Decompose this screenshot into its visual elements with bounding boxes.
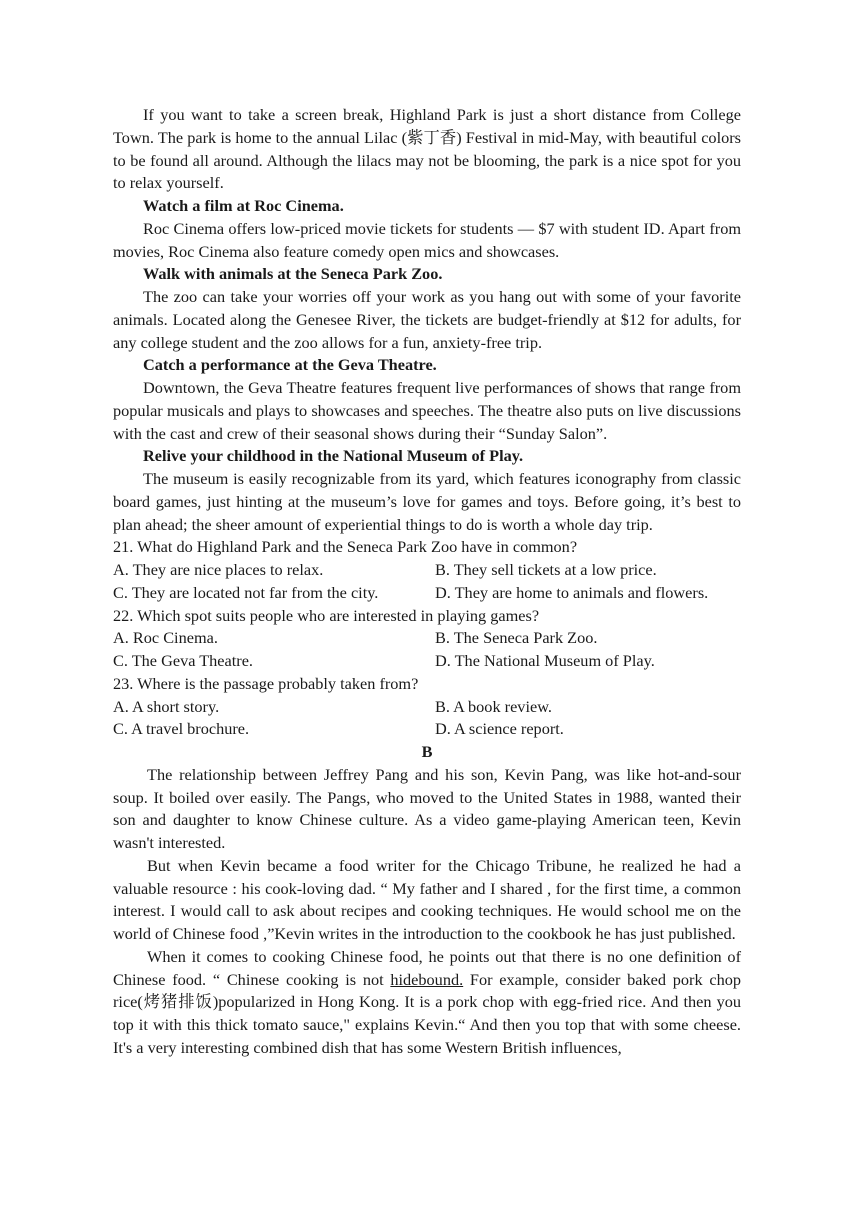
paragraph-3-text-before: When it comes to cooking Chinese food, he points out that there is no one definition of Chinese food. “ Chinese cooking is not <box>113 946 741 989</box>
underlined-word-hidebound: hidebound. <box>390 969 464 989</box>
passage-b-label: B <box>421 742 433 761</box>
option-b: B. A book review. <box>435 696 552 716</box>
option-a: A. Roc Cinema. <box>113 628 218 648</box>
section-heading-museum: Relive your childhood in the National Museum of Play. <box>143 446 524 466</box>
passage-b-paragraph-1: The relationship between Jeffrey Pang and his son, Kevin Pang, was like hot-and-sour soup. It boiled over easily. The Pangs, who moved to the United States in 1988, wanted their son and daughter to know Chinese culture. As a video game-playing American teen, Kevin wasn't interested. <box>113 764 741 852</box>
section-body-zoo: The zoo can take your worries off your work as you hang out with some of your favorite animals. Located along the Genesee River, the tickets are budget-friendly at $12 for adults, for any college student and the zoo allows for a fun, anxiety-free trip. <box>113 287 741 352</box>
option-a: A. They are nice places to relax. <box>113 560 324 579</box>
question-23-options <box>113 696 741 742</box>
paragraph-3-text-after: For example, consider baked pork chop rice(烤猪排饭)popularized in Hong Kong. It is a pork chop with egg-fried rice. And then you top it with this thick tomato sauce," explains Kevin.“ And then you top that with some cheese. It's a very interesting combined dish that has some Western British influences, <box>113 969 742 1057</box>
passage-b-paragraph-3 <box>113 946 741 1060</box>
section-body-theatre: Downtown, the Geva Theatre features frequent live performances of shows that range from popular musicals and plays to showcases and speeches. The theatre also puts on live discussions with the cast and crew of their seasonal shows during their “Sunday Salon”. <box>113 378 741 443</box>
section-heading-theatre: Catch a performance at the Geva Theatre. <box>143 355 437 375</box>
passage-b-paragraph-2: But when Kevin became a food writer for the Chicago Tribune, he realized he had a valuable resource : his cook-loving dad. “ My father and I shared , for the first time, a common interest. I would call to ask about recipes and cooking techniques. He would school me on the world of Chinese food ,”Kevin writes in the introduction to the cookbook he has just published. <box>113 855 741 943</box>
option-a: A. A short story. <box>113 696 220 716</box>
option-c: C. A travel brochure. <box>113 719 250 739</box>
section-heading-zoo: Walk with animals at the Seneca Park Zoo. <box>143 264 443 284</box>
question-21-stem: 21. What do Highland Park and the Seneca Park Zoo have in common? <box>113 537 578 557</box>
option-c: C. They are located not far from the city. <box>113 582 379 602</box>
option-b: B. They sell tickets at a low price. <box>435 560 657 579</box>
section-heading-cinema: Watch a film at Roc Cinema. <box>143 196 344 215</box>
exam-page <box>113 104 741 1060</box>
option-b: B. The Seneca Park Zoo. <box>435 628 598 648</box>
option-c: C. The Geva Theatre. <box>113 651 253 670</box>
section-body-cinema: Roc Cinema offers low-priced movie tickets for students — $7 with student ID. Apart from movies, Roc Cinema also feature comedy open mics and showcases. <box>113 218 741 261</box>
section-body-museum: The museum is easily recognizable from its yard, which features iconography from classic board games, just hinting at the museum’s love for games and toys. Before going, it’s best to plan ahead; the sheer amount of experiential things to do is worth a whole day trip. <box>113 469 741 534</box>
passage-a-intro: If you want to take a screen break, Highland Park is just a short distance from College Town. The park is home to the annual Lilac (紫丁香) Festival in mid-May, with beautiful colors to be found all around. Although the lilacs may not be blooming, the park is a nice spot for you to relax yourself. <box>113 105 741 193</box>
option-d: D. A science report. <box>435 719 564 739</box>
question-22-stem: 22. Which spot suits people who are interested in playing games? <box>113 605 540 625</box>
question-23-stem: 23. Where is the passage probably taken from? <box>113 673 419 693</box>
question-22-options <box>113 627 741 673</box>
option-d: D. The National Museum of Play. <box>435 651 655 670</box>
question-21-options <box>113 559 741 605</box>
option-d: D. They are home to animals and flowers. <box>435 582 709 602</box>
